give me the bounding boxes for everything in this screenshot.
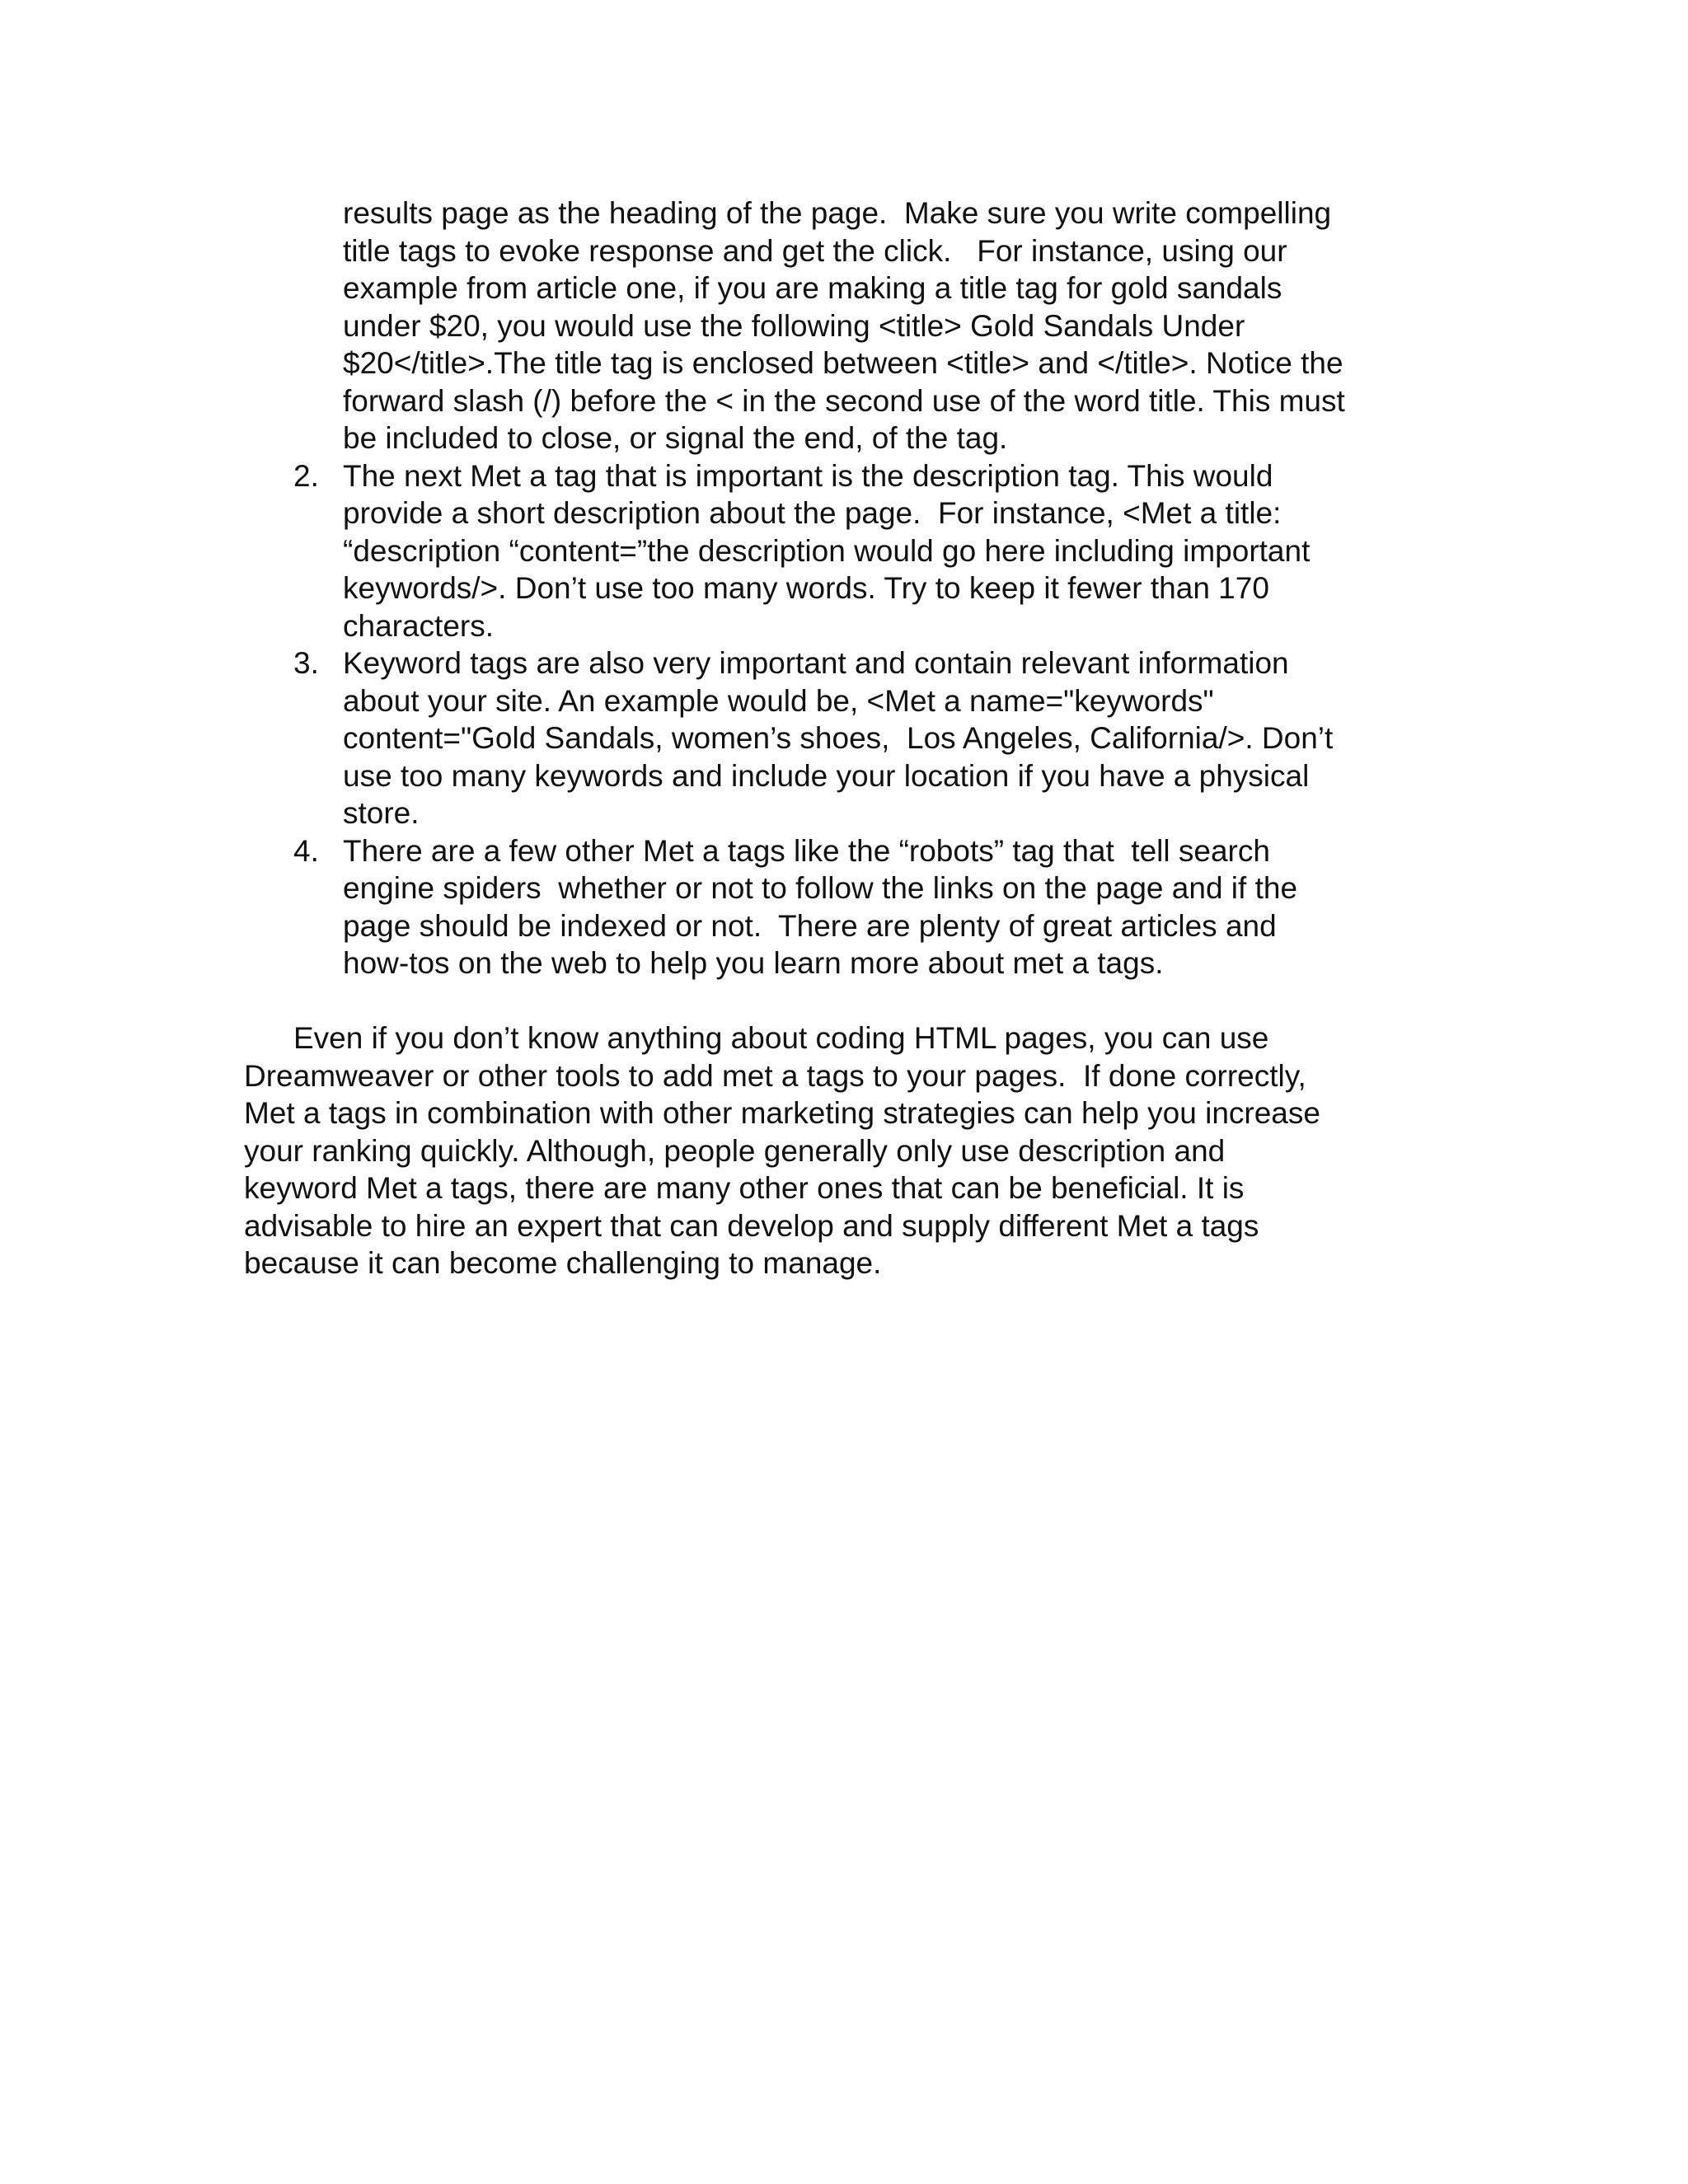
- text-line: “description “content=”the description would go here including important: [343, 533, 1311, 568]
- list-item-4: [244, 832, 1447, 982]
- text-line: use too many keywords and include your location if you have a physical: [343, 758, 1310, 793]
- list-item-3: [244, 644, 1447, 832]
- text-line: keyword Met a tags, there are many other ones that can be beneficial. It is: [244, 1171, 1245, 1205]
- text-line: Met a tags in combination with other marketing strategies can help you increase: [244, 1096, 1320, 1130]
- list-item-continuation: [244, 194, 1447, 457]
- text-line: characters.: [343, 608, 495, 643]
- text-line: be included to close, or signal the end, of the tag.: [343, 421, 1008, 455]
- text-line: under $20, you would use the following <title> Gold Sandals Under: [343, 308, 1245, 343]
- text-line: title tags to evoke response and get the click. For instance, using our: [343, 233, 1287, 268]
- text-line: your ranking quickly. Although, people generally only use description and: [244, 1133, 1226, 1168]
- text-line: page should be indexed or not. There are plenty of great articles and: [343, 908, 1277, 943]
- list-item-number: 2.: [293, 458, 319, 493]
- text-line: results page as the heading of the page. Make sure you write compelling: [343, 196, 1332, 230]
- text-line: forward slash (/) before the < in the second use of the word title. This must: [343, 383, 1345, 418]
- closing-paragraph: [244, 1019, 1447, 1282]
- list-item-first-line: [244, 644, 1447, 682]
- list-item-first-line: [244, 457, 1447, 495]
- text-line: how-tos on the web to help you learn more about met a tags.: [343, 946, 1164, 980]
- list-item-number: 4.: [293, 833, 319, 868]
- list-item-number: 3.: [293, 646, 319, 680]
- text-line: Dreamweaver or other tools to add met a tags to your pages. If done correctly,: [244, 1058, 1306, 1093]
- text-line: $20</title>.The title tag is enclosed between <title> and </title>. Notice the: [343, 346, 1343, 380]
- text-line: keywords/>. Don’t use too many words. Try to keep it fewer than 170: [343, 571, 1269, 605]
- document-body: [244, 194, 1447, 1282]
- text-line: about your site. An example would be, <Met a name="keywords": [343, 683, 1214, 718]
- text-line: store.: [343, 796, 420, 830]
- text-line: advisable to hire an expert that can develop and supply different Met a tags: [244, 1208, 1259, 1243]
- text-line: engine spiders whether or not to follow the links on the page and if the: [343, 871, 1298, 905]
- text-line: The next Met a tag that is important is the description tag. This would: [343, 458, 1273, 493]
- text-line: because it can become challenging to manage.: [244, 1246, 882, 1280]
- list-item-first-line: [244, 832, 1447, 870]
- text-line: Even if you don’t know anything about coding HTML pages, you can use: [293, 1021, 1269, 1055]
- paragraph-gap: [244, 982, 1447, 1020]
- text-line: content="Gold Sandals, women’s shoes, Los Angeles, California/>. Don’t: [343, 721, 1334, 755]
- text-line: example from article one, if you are making a title tag for gold sandals: [343, 271, 1282, 305]
- text-line: Keyword tags are also very important and contain relevant information: [343, 646, 1289, 680]
- text-line: There are a few other Met a tags like the “robots” tag that tell search: [343, 833, 1270, 868]
- text-line: provide a short description about the page. For instance, <Met a title:: [343, 496, 1282, 530]
- list-item-2: [244, 457, 1447, 645]
